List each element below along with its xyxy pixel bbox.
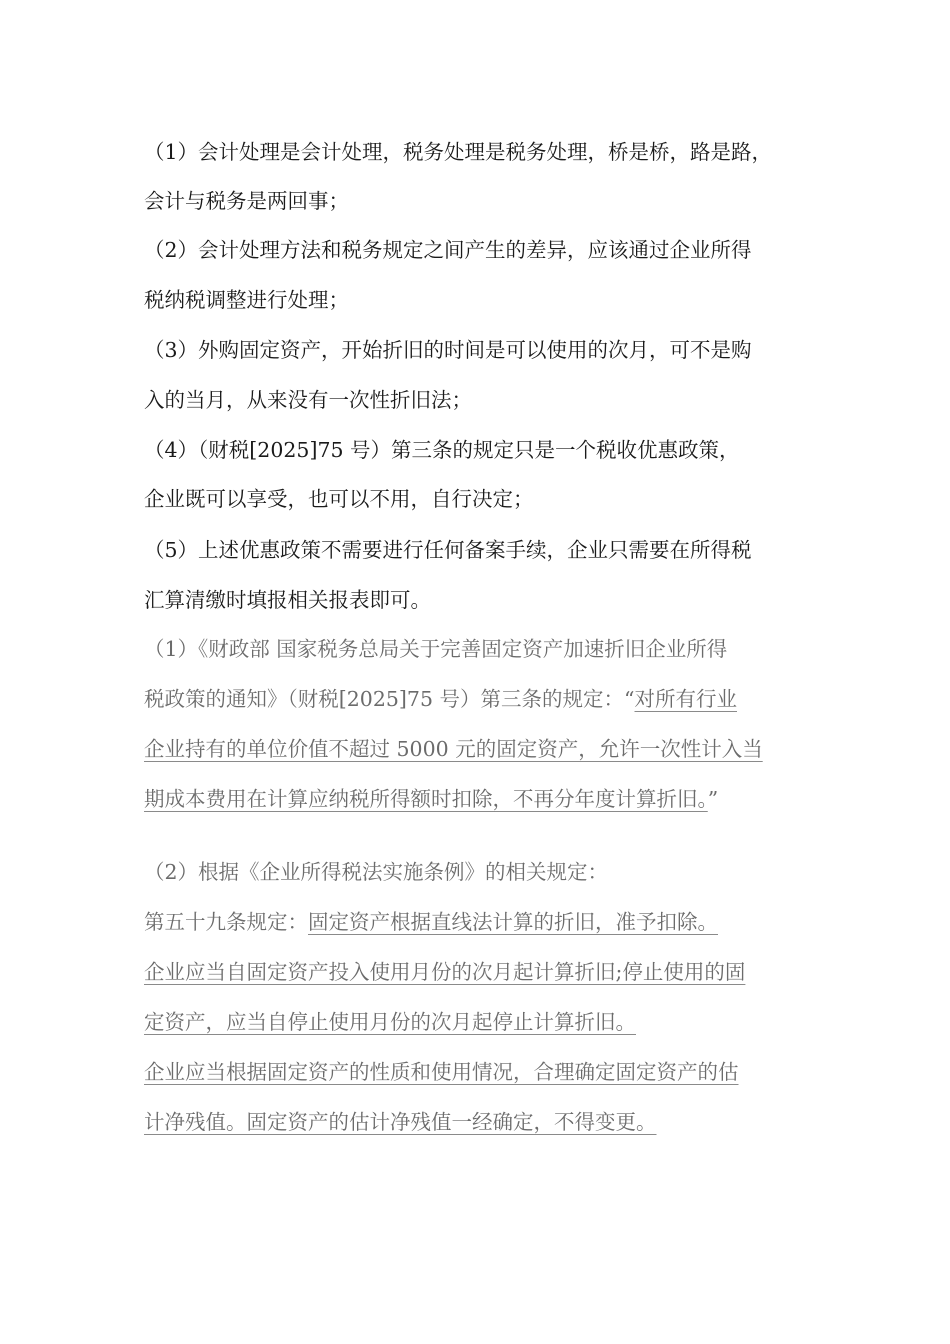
- summary-point-4-line-1: （4）（财税[2025]75 号）第三条的规定只是一个税收优惠政策，: [144, 438, 740, 462]
- basis-1-closing-quote: ”: [707, 787, 719, 811]
- basis-2-article-prefix: 第五十九条规定：: [144, 910, 308, 934]
- basis-1-line-4: [144, 784, 824, 814]
- basis-1-line-3: 企业持有的单位价值不超过 5000 元的固定资产，允许一次性计入当: [144, 737, 763, 761]
- basis-2-para-2-line-1: 企业应当自固定资产投入使用月份的次月起计算折旧;停止使用的固: [144, 960, 746, 984]
- basis-1-quote-end: 期成本费用在计算应纳税所得额时扣除，不再分年度计算折旧。: [144, 787, 708, 811]
- summary-point-5-line-2: 汇算清缴时填报相关报表即可。: [144, 588, 431, 612]
- basis-1-quote-start: 对所有行业: [634, 687, 737, 711]
- summary-point-1-line-2: 会计与税务是两回事；: [144, 189, 349, 213]
- basis-1-line-1: （1）《财政部 国家税务总局关于完善固定资产加速折旧企业所得: [144, 637, 728, 661]
- summary-point-4-line-2: 企业既可以享受，也可以不用，自行决定；: [144, 487, 534, 511]
- basis-2-article: [144, 907, 824, 937]
- basis-2-article-text: 固定资产根据直线法计算的折旧，准予扣除。: [308, 910, 718, 934]
- basis-1-line-2-prefix: 税政策的通知》（财税[2025]75 号）第三条的规定：“: [144, 687, 635, 711]
- summary-point-3-line-1: （3）外购固定资产，开始折旧的时间是可以使用的次月，可不是购: [144, 338, 752, 362]
- basis-2-para-3-line-2: 计净残值。固定资产的估计净残值一经确定，不得变更。: [144, 1110, 657, 1134]
- summary-point-1-line-1: （1）会计处理是会计处理，税务处理是税务处理，桥是桥，路是路，: [144, 140, 773, 164]
- basis-2-para-3-line-1: 企业应当根据固定资产的性质和使用情况，合理确定固定资产的估: [144, 1060, 739, 1084]
- basis-1-line-2: [144, 684, 824, 714]
- basis-2-para-2-line-2: 定资产，应当自停止使用月份的次月起停止计算折旧。: [144, 1010, 636, 1034]
- summary-point-2-line-1: （2）会计处理方法和税务规定之间产生的差异，应该通过企业所得: [144, 238, 752, 262]
- summary-point-3-line-2: 入的当月，从来没有一次性折旧法；: [144, 388, 472, 412]
- summary-point-2-line-2: 税纳税调整进行处理；: [144, 288, 349, 312]
- basis-2-heading: （2）根据《企业所得税法实施条例》的相关规定：: [144, 860, 609, 884]
- summary-point-5-line-1: （5）上述优惠政策不需要进行任何备案手续，企业只需要在所得税: [144, 538, 752, 562]
